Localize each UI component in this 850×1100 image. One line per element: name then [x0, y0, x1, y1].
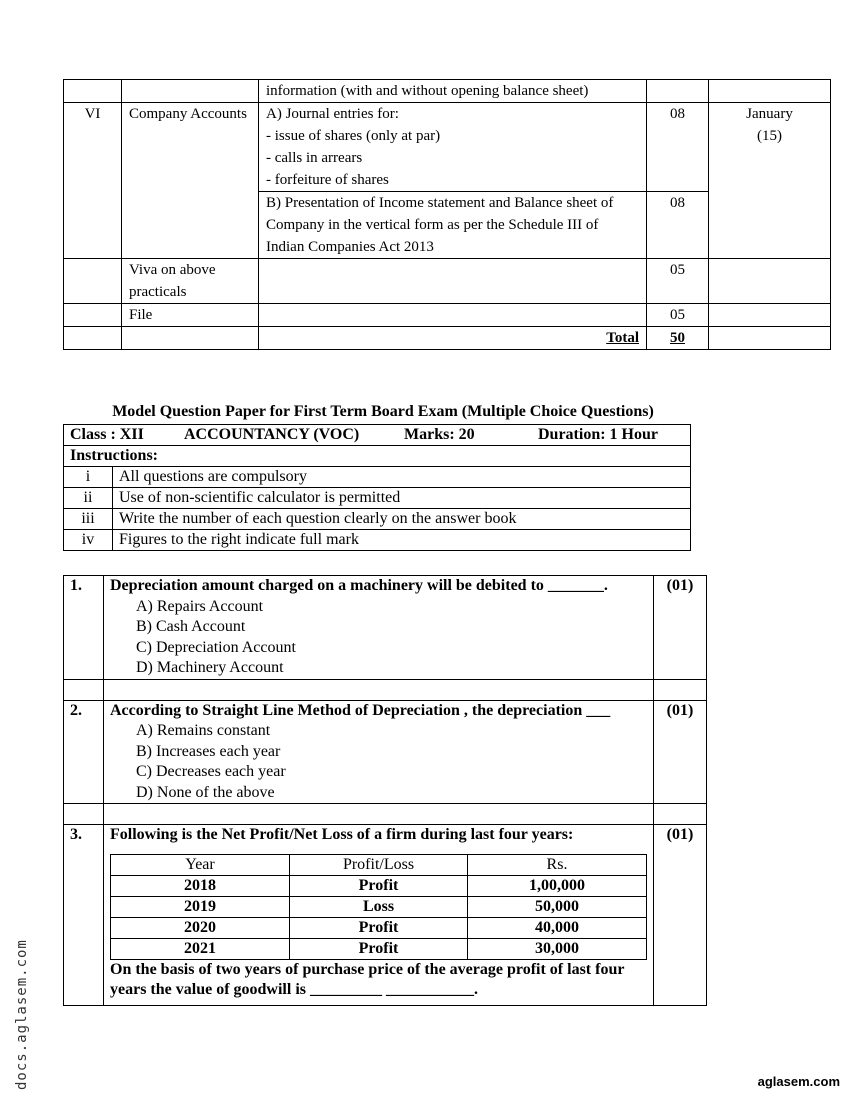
exam-header-row	[64, 425, 691, 446]
option-d: D) None of the above	[136, 783, 275, 801]
instructions-heading-row	[64, 446, 691, 467]
instruction-row: i All questions are compulsory	[64, 467, 691, 488]
syllabus-row-total	[64, 327, 831, 350]
question-row-3	[64, 825, 707, 1006]
question-row-1	[64, 576, 707, 680]
option-a: A) Repairs Account	[136, 597, 264, 615]
question-text: Depreciation amount charged on a machinery will be debited to _______.	[110, 577, 608, 594]
unit-content-b: B) Presentation of Income statement and Balance sheet of Company in the vertical form as per the Schedule III of Indian Companies Act 2013	[259, 192, 647, 259]
question-text: According to Straight Line Method of Depreciation , the depreciation ___	[110, 701, 611, 719]
question-closing-text: On the basis of two years of purchase price of the average profit of last four years the value of goodwill is _________ ___________.	[110, 960, 625, 998]
question-row-2	[64, 700, 707, 804]
model-paper-title: Model Question Paper for First Term Board Exam (Multiple Choice Questions)	[112, 403, 654, 420]
option-a: A) Remains constant	[136, 722, 271, 739]
profit-loss-row: 2021 Profit 30,000	[111, 938, 647, 959]
unit-topic: Company Accounts	[122, 103, 259, 259]
instruction-row: ii Use of non-scientific calculator is permitted	[64, 488, 691, 509]
profit-loss-row: 2018 Profit 1,00,000	[111, 875, 647, 896]
corner-watermark: aglasem.com	[757, 1074, 840, 1089]
questions-table	[63, 575, 707, 1006]
question-text: Following is the Net Profit/Net Loss of a firm during last four years:	[110, 826, 574, 843]
profit-loss-row: 2019 Loss 50,000	[111, 896, 647, 917]
unit-marks-b: 08	[647, 192, 709, 259]
unit-month: January (15)	[709, 103, 831, 259]
viva-marks: 05	[647, 259, 709, 304]
profit-loss-table	[110, 854, 647, 960]
spacer-row	[64, 804, 707, 825]
file-label: File	[122, 304, 259, 327]
syllabus-table	[63, 79, 831, 350]
unit-content-a: A) Journal entries for: - issue of shares (only at par) - calls in arrears - forfeiture of shares	[259, 103, 647, 192]
question-mark: (01)	[654, 825, 707, 1006]
option-c: C) Depreciation Account	[136, 638, 296, 656]
instruction-row: iii Write the number of each question clearly on the answer book	[64, 509, 691, 530]
question-mark: (01)	[654, 700, 707, 804]
spacer-row	[64, 679, 707, 700]
question-number: 2.	[64, 700, 104, 804]
file-marks: 05	[647, 304, 709, 327]
profit-loss-row: 2020 Profit 40,000	[111, 917, 647, 938]
question-body	[104, 576, 654, 680]
total-label: Total	[606, 330, 639, 346]
subject-label: ACCOUNTANCY (VOC)	[184, 426, 360, 443]
option-c: C) Decreases each year	[136, 763, 286, 780]
profit-loss-header: Year Profit/Loss Rs.	[111, 854, 647, 875]
option-b: B) Cash Account	[136, 618, 246, 635]
class-label: Class : XII	[70, 426, 144, 443]
exam-info-table	[63, 424, 691, 551]
option-d: D) Machinery Account	[136, 659, 284, 676]
syllabus-row-viva	[64, 259, 831, 304]
question-number: 3.	[64, 825, 104, 1006]
instructions-heading: Instructions:	[64, 446, 691, 467]
unit-marks-a: 08	[647, 103, 709, 192]
marks-label: Marks: 20	[404, 426, 475, 443]
question-mark: (01)	[654, 576, 707, 680]
viva-label: Viva on above practicals	[122, 259, 259, 304]
syllabus-row-vi-a	[64, 103, 831, 192]
question-number: 1.	[64, 576, 104, 680]
unit-number: VI	[64, 103, 122, 259]
option-b: B) Increases each year	[136, 742, 281, 760]
instruction-row: iv Figures to the right indicate full mark	[64, 530, 691, 551]
syllabus-row-continued	[64, 80, 831, 103]
syllabus-row-file	[64, 304, 831, 327]
duration-label: Duration: 1 Hour	[538, 426, 658, 443]
syllabus-content-cell: information (with and without opening balance sheet)	[259, 80, 647, 103]
total-marks: 50	[670, 330, 685, 346]
question-body	[104, 825, 654, 1006]
question-body	[104, 700, 654, 804]
side-watermark: docs.aglasem.com	[14, 939, 30, 1090]
